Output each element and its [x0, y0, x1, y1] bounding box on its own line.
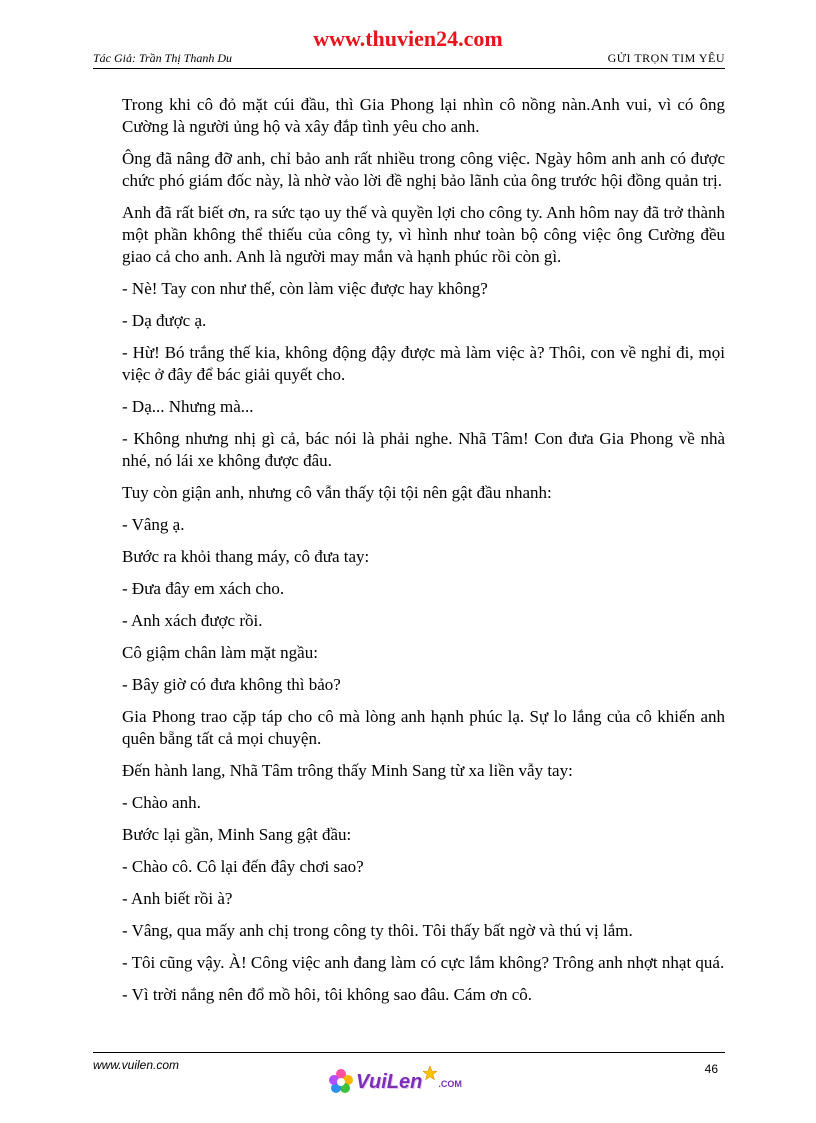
logo-wordmark: VuiLen — [356, 1071, 423, 1093]
paragraph: - Dạ... Nhưng mà... — [122, 397, 254, 416]
site-url-header[interactable]: www.thuvien24.com — [313, 26, 503, 51]
paragraph: Đến hành lang, Nhã Tâm trông thấy Minh Sang từ xa liền vẫy tay: — [122, 761, 573, 780]
paragraph: - Chào cô. Cô lại đến đây chơi sao? — [122, 857, 364, 876]
footer-divider — [93, 1052, 725, 1053]
paragraph: - Vì trời nắng nên đổ mồ hôi, tôi không sao đâu. Cám ơn cô. — [122, 985, 533, 1004]
footer-url[interactable]: www.vuilen.com — [93, 1058, 180, 1072]
paragraph: Ông đã nâng đỡ anh, chỉ bảo anh rất nhiều trong công việc. Ngày hôm anh anh có được chức phó giám đốc này, là nhờ vào lời đề nghị bảo lãnh của ông trước hội đồng quản trị. — [122, 149, 725, 190]
paragraph: - Hừ! Bó trắng thế kia, không động đậy được mà làm việc à? Thôi, con về nghỉ đi, mọi việc ở đây để bác giải quyết cho. — [122, 343, 725, 384]
paragraph: Bước lại gần, Minh Sang gật đầu: — [122, 825, 352, 844]
paragraph: - Chào anh. — [122, 793, 201, 812]
paragraph: - Dạ được ạ. — [122, 311, 207, 330]
paragraph: - Nè! Tay con như thế, còn làm việc được hay không? — [122, 279, 488, 298]
header-divider — [93, 68, 725, 69]
running-header — [93, 50, 725, 66]
page-body — [122, 94, 725, 1016]
page-number: 46 — [704, 1062, 718, 1076]
flower-icon — [328, 1068, 354, 1094]
paragraph: - Bây giờ có đưa không thì bảo? — [122, 675, 341, 694]
paragraph: - Vâng ạ. — [122, 515, 185, 534]
paragraph: - Anh xách được rồi. — [122, 611, 263, 630]
logo-suffix: .COM — [438, 1079, 462, 1089]
paragraph: Gia Phong trao cặp táp cho cô mà lòng anh hạnh phúc lạ. Sự lo lắng của cô khiến anh quên bẵng tất cả mọi chuyện. — [122, 707, 725, 748]
paragraph: Cô giậm chân làm mặt ngầu: — [122, 643, 318, 662]
paragraph: - Tôi cũng vậy. À! Công việc anh đang làm có cực lắm không? Trông anh nhợt nhạt quá. — [122, 953, 725, 972]
paragraph: Bước ra khỏi thang máy, cô đưa tay: — [122, 547, 370, 566]
paragraph: Trong khi cô đỏ mặt cúi đầu, thì Gia Phong lại nhìn cô nồng nàn.Anh vui, vì có ông Cường là người ủng hộ và xây đắp tình yêu cho anh. — [122, 95, 725, 136]
paragraph: - Đưa đây em xách cho. — [122, 579, 285, 598]
paragraph: - Anh biết rồi à? — [122, 889, 233, 908]
paragraph: Anh đã rất biết ơn, ra sức tạo uy thế và quyền lợi cho công ty. Anh hôm nay đã trở thành một phần không thể thiếu của công ty, vì hình như toàn bộ công việc ông Cường đều giao cả cho anh. Anh là người may mắn và hạnh phúc rồi còn gì. — [122, 203, 725, 266]
paragraph: - Vâng, qua mấy anh chị trong công ty thôi. Tôi thấy bất ngờ và thú vị lắm. — [122, 921, 633, 940]
author-label: Tác Giả: Trần Thị Thanh Du — [93, 51, 233, 65]
paragraph: - Không nhưng nhị gì cả, bác nói là phải nghe. Nhã Tâm! Con đưa Gia Phong về nhà nhé, nó lái xe không được đâu. — [122, 429, 725, 470]
star-icon — [423, 1066, 437, 1080]
vuilen-logo[interactable] — [328, 1066, 488, 1094]
paragraph: Tuy còn giận anh, nhưng cô vẫn thấy tội tội nên gật đầu nhanh: — [122, 483, 552, 502]
book-title: GỬI TRỌN TIM YÊU — [607, 51, 725, 65]
